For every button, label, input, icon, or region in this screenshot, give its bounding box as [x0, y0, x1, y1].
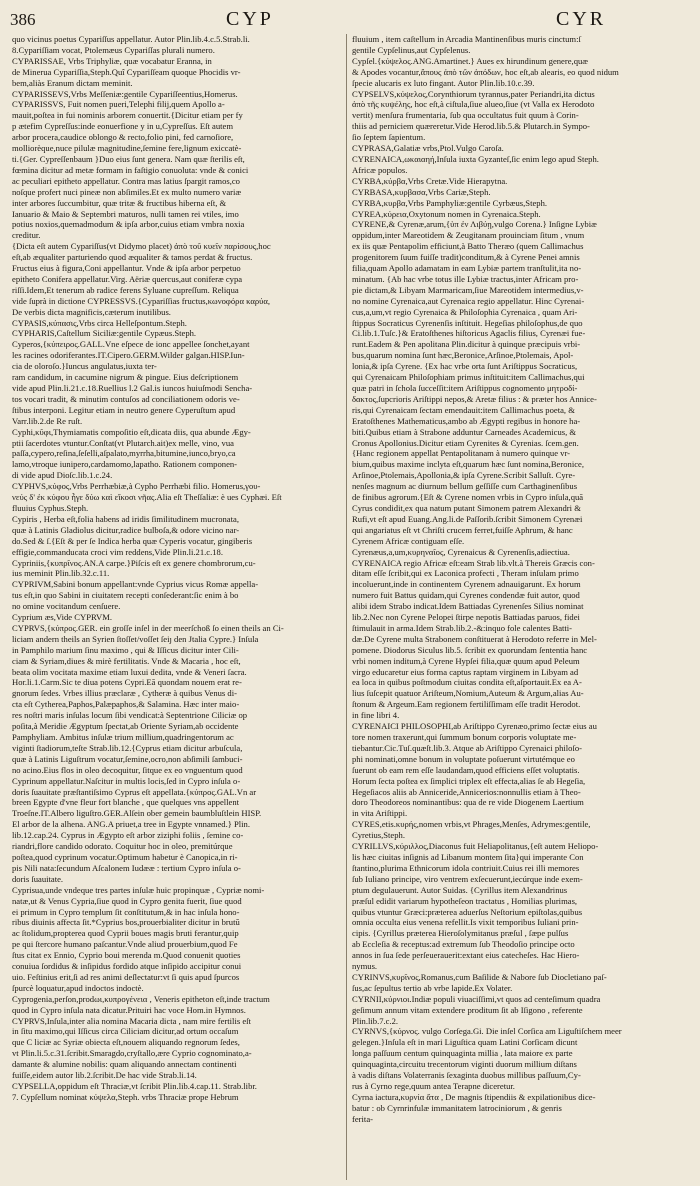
text-line: CYPARISSEVS,Vrbs Meſſeniæ:gentile Cypariſſeentius,Homerus.	[12, 88, 238, 99]
text-line: CYPSELLA,oppidum eſt Thraciæ,vt ſcribit Plin.lib.4.cap.11. Strab.libr.	[12, 1081, 257, 1091]
text-line: Cyrenæus,a,um,κυρηναῖος, Cyrenaicus & Cyrenenſis,adiectiua.	[352, 546, 570, 557]
text-line: creditur.	[12, 230, 41, 241]
text-line: phi nominati,omne bonum in voluptate poſuerunt virtutémque eo	[352, 753, 575, 764]
text-line: doris ſuauitate.	[12, 873, 64, 884]
text-line: tore nomen traxerunt,qui ſummum bonum corporis voluptate me-	[352, 732, 577, 742]
text-line: 7. Cypſellum nominat κύψελα,Steph. vrbs Thraciæ prope Hebrum	[12, 1091, 239, 1102]
text-line: vrbi nomen inditum,à Cyrene Hypſei filia,quæ quum apud Peleum	[352, 655, 580, 666]
page-header	[0, 6, 700, 32]
column-divider	[346, 34, 347, 1180]
text-line: runt.Eadem & Pen apolitana Plin.dicitur à quinque præcipuis vrbi-	[352, 339, 581, 350]
text-line: gentile Cypſelinus,aut Cypſelenus.	[352, 44, 471, 55]
text-line: annos in ſua ſede perſeuerauerit:extant eius catecheſes. Hac Hiero-	[352, 950, 580, 961]
text-line: cia de oloroſo.}Iuncus angulatus,iuxta ter-	[12, 361, 157, 372]
text-line: gnorum ſedes. Vrbes illius præclaræ , Cytheræ à quibus Venus di-	[12, 688, 237, 699]
text-line: CYPHARIS,Caſtellum Siciliæ:gentile Cypæus.Steph.	[12, 328, 197, 339]
text-line: vide ſuprà in dictione CYPRESSVS.{Cypariſſias fructus,κωνοφόρα καρύα,	[12, 295, 271, 306]
text-line: qui Cyrenaicam Philoſophiam primus inſtituit:item Callimachus,qui	[352, 372, 585, 383]
text-line: gelegen.}Inſula eſt in mari Liguſtica quam Latini Corſicam dicunt	[352, 1037, 578, 1048]
page-number: 386	[10, 10, 36, 29]
text-line: Ianuario & Maio & Septembri maturos, nulli tamen rei vtiles, imo	[12, 208, 239, 219]
text-line: nenſes magnum ac diurnum bellum geſſiſſe cum Carthaginenſibus	[352, 481, 578, 492]
text-line: ptum degulauerunt. Autor Suidas. {Cyrillus item Alexandrinus	[352, 884, 568, 895]
text-line: Cyretius,Steph.	[352, 830, 405, 841]
text-line: Cronus Apollonius.Dicitur etiam Cyrenites & Cyrenias. ſcem.gen.	[352, 437, 579, 448]
text-line: quod in Cypro inſula nata dicatur.Prituiri hac voce Hom.in Hymnos.	[12, 1004, 246, 1015]
text-line: Rufi,vt eſt apud Euang.Ang.li.de Paſſorib.ſcribit Simonem Cyrenæi	[352, 513, 583, 524]
text-line: ſtippus Socraticus Cyrenenſis inſtituit. Hegeſias philoſophus,de quo	[352, 317, 583, 328]
text-line: res noſtri maris inſulas locum ſibi vendicat:à Septentrione Ciliciæ op	[12, 710, 248, 721]
text-line: Cyrna iactura,κυρνία ἄτα , De magnis ſtipendiis & expilationibus dice-	[352, 1091, 596, 1102]
text-line: numero fuit Battus quidam,qui Cyrenes condendæ fuit autor, quod	[352, 590, 580, 601]
text-line: ciam & Syriam,diues & mirè fertilitatis. Vnde & Macaria , hoc eſt,	[12, 655, 241, 666]
text-line: cipis. {Cyrillus præterea Hieroſolymitanus præſul , ſæpe pulſus	[352, 928, 569, 939]
text-line: Cyprogenia,perſon,prodωι,κυπρογένεια , Veneris epitheton eſt,inde tractum	[12, 993, 270, 1004]
text-line: molliorèque,nuce pilulæ magnitudine,ſemine fere,lignum exiccatè-	[12, 143, 242, 154]
text-line: {Dicta eſt autem Cypariſſus(vt Didymo placet) ἀπὸ τοῦ κυεῖν παρίσους,hoc	[12, 241, 271, 252]
text-line: CYPSELVS,κύψελος,Corynthiorum tyrannus,pater Periandri,ita dictus	[352, 88, 595, 99]
text-line: rus à Cyrno rege,quum antea Terapne diceretur.	[352, 1081, 515, 1091]
text-line: CYRINVS,κυρῖνος,Romanus,cum Baſilide & Nabore ſub Diocletiano paſ-	[352, 971, 607, 982]
text-line: ſtonum & Argeum.Eam regionem fertiliſſimam eſſe tradit Herodot.	[352, 699, 581, 710]
text-line: fœmina dicitur ad metæ formam in faſtigio conuoluta: vnde & conici	[12, 164, 249, 175]
text-line: δακτος,ſupcrioris Ariſtippi nepos,& Aretæ filius : & præter hos Annice-	[352, 393, 597, 404]
text-line: nymus.	[352, 961, 378, 972]
text-line: que C liciæ ac Syriæ obiecta eſt,nouem aliquando regnorum ſedes,	[12, 1037, 240, 1048]
text-line: p ætefim Cypreſſus:inde eonuerfione y in u,Cypreſſus. Eſt autem	[12, 121, 234, 132]
text-line: alibi idem Strabo indicat.Idem Battiadas Cyrenenſes Silius nominat	[352, 601, 584, 612]
text-line: quibus vtuntur Græci:præterea aduerſus Neſtorium epiſtolas,quibus	[352, 906, 583, 917]
text-line: ei primum in Cypro templum ſit conſtitutum,& in hac inſula hono-	[12, 906, 240, 917]
text-line: biti.Quibus etiam à Strabone adduntur Carneades Academicus, &	[352, 426, 577, 437]
text-line: CYRBA,κύρβα,Vrbs Cretæ.Vide Hierapytna.	[352, 175, 508, 186]
text-line: ius meminit Plin.lib.32.c.11.	[12, 568, 110, 579]
text-line: thiis ad perniciem quæreretur.Vide Herod.lib.5.& Plutarch.in Sympo-	[352, 121, 590, 132]
text-line: liciam andern theils an Syrien ſtoſſet/voſſet ſeiȷ den Jtalia Cypre.} Inſula	[12, 633, 259, 644]
text-line: CYRENAICA regio Africæ eſt:eam Strab lib.vlt.à Thereis Græcis con-	[352, 557, 595, 568]
text-line: CYPRASA,Galatiæ vrbs,Ptol.Vulgo Caroſa.	[352, 143, 504, 154]
text-line: De verbis dicta magnificis,cæterum inutilibus.	[12, 306, 171, 317]
text-line: ex iis quæ Pentapolim efficiunt,à Batto Theræo (quem Callimachus	[352, 241, 584, 252]
text-line: CYPRVS,Inſula,inter alia nomina Macaria dicta , nam mire fertilis eſt	[12, 1015, 251, 1026]
text-line: quæ patri in ſchola ſucceſſit:item Ariſtippus cognomento μητροδί-	[352, 383, 578, 393]
text-line: breen Egypte d'vne fleur fort blanche , que quelques vns appellent	[12, 797, 240, 808]
text-line: progenitorem ſuum fuiſſe tradit)conditum,& à Cyrene Penei amnis	[352, 252, 580, 263]
text-line: CYRENE,& Cyrenæ,arum,{ὑπ ἐν Λιβύῃ,vulgo Corena.} Inſigne Lybiæ	[352, 219, 597, 230]
text-line: dæ.De Cyrene multa Strabonem conſtituerat à Herodoto referre in Mel-	[352, 633, 597, 644]
text-line: eſt,ab æqualiter parturiendo quod æqualiter & tamos perdat & fructus.	[12, 252, 253, 263]
text-line: cus,a,um,vt regio Cyrenaica & Philoſophia Cyrenaica , quam Ari-	[352, 306, 578, 317]
text-line: in fine libri 4.	[352, 710, 400, 721]
text-line: Cypſel.{κύψελος.ANG.Amartinet.} Aues ex hirundinum genere,quæ	[352, 55, 589, 66]
text-line: ſtimulauit in arma.Idem Strab.lib.2.-&:inquo fole calentes Batti-	[352, 622, 573, 633]
text-line: do.Sed & ſ.{Eſt & per ſe Indica herba quæ Cyperis vocatur, gingiberis	[12, 535, 253, 546]
text-line: Africæ populos.	[352, 164, 408, 175]
text-line: Horum ſecta poſtea ex ſimplici triplex eſt effecta,alias ſe ab Hegeſia,	[352, 775, 586, 786]
text-line: pis Nili nata:ſecundum Aſcalonem Iudææ : tertium Cypro inſula o-	[12, 862, 241, 873]
text-line: præſul edidit variarum hypotheſeon tractatus , Homilias plurimas,	[352, 895, 578, 906]
text-line: doris ſuauitate præſtantiſsimo Cyprus eſt appellata.{κύπρος.GAL.Vn ar	[12, 786, 257, 797]
text-line: Pamphyliam. Ambitus inſulæ trium millium,quadringentorum ac	[12, 732, 234, 742]
text-line: filia,quam Apollo adamatam in eam Lybiæ partem tranſtulit,ita no-	[352, 263, 582, 274]
text-line: ſpecie alucaris ex luto fingant. Autor Plin.lib.10.c.39.	[352, 77, 535, 88]
text-line: minatum. {Ab hac vrbe totus ille Lybiæ tractus,inter Africam pro-	[352, 273, 579, 284]
text-line: à vadis diſtans Volaterranis ſexaginta duobus millibus paſſuum,Cy-	[352, 1070, 581, 1081]
running-head-left: CYP	[226, 8, 274, 30]
text-line: tos vocari tradit, & minutim contuſos ad conciliationem odoris ve-	[12, 393, 240, 404]
text-line: ſtibus interponi. Legitur etiam in neutro genere Cyperuſtum apud	[12, 404, 236, 415]
text-line: conuiua ſordidus & inſipidus fordido atque inſipido accipitur conui	[12, 961, 242, 972]
text-line: CYPARISSVS, Fuit nomen pueri,Telephi filij,quem Apollo a-	[12, 99, 225, 110]
text-line: damante & alumine nobilis: quam aliquando annectam continenti	[12, 1059, 237, 1070]
text-line: lius ſuſcepit quatuor Ariſteum,Nomium,Auteum & Argum,alias Au-	[352, 688, 584, 699]
text-line: bium,quibus maxime inclyta eſt,quarum hæc ſunt nomina,Beronice,	[352, 459, 584, 470]
left-column	[12, 34, 344, 1180]
text-line: inter arbores ſuccumbitur, quæ tritæ & fructibus hiberna eſt, &	[12, 197, 227, 208]
text-line: pomene. Diodorus Siculus lib.5. ſcribit ex quorundam ſententia hanc	[352, 644, 588, 655]
text-line: Cyprinum appellatur.Naſcitur in multis locis,ſed in Cypro inſula o-	[12, 775, 241, 786]
text-line: CYPRVS,{κύπρος.GER. ein groſſe inſel in der meerſchoß ſo einen theils an Ci-	[12, 622, 284, 633]
text-line: vt Plin.li.5.c.31.ſcribit.Smaragdo,cryſtallo,ære Cyprio cognominato,a-	[12, 1048, 252, 1059]
text-line: qui angariatus eſt vt Chriſti crucem ferret,fuiſſe Aphrum, & hanc	[352, 524, 573, 535]
text-line: paſſa,cypero,reſina,ſeſelli,aſpalato,myrrha,bitumine,iunco,bryo,ca	[12, 448, 236, 459]
text-line: fluuium , item caſtellum in Arcadia Mantinenſibus muris cinctum:ſ	[352, 34, 581, 44]
text-line: Eratoſthenes Mathematicus,ambo ab Ægypti regibus in honore ha-	[352, 415, 581, 426]
text-line: quæ à Latinis Gladiolus dicitur,radice bulboſa,& odore vicino nar-	[12, 524, 240, 535]
text-line: tiebantur.Cic.Tuſ.quæſt.lib.3. Atque ab Ariſtippo Cyrenaici philoſo-	[352, 742, 583, 753]
text-line: lonia,& ipſa Cyrene. {Ex hac vrbe orta ſunt Ariſtippus Socraticus,	[352, 361, 578, 372]
text-line: ſuerunt ob eam rem eſſe laudandam,quod efficiens eſſet voluptatis.	[352, 764, 580, 775]
text-line: CYREA,κύρεια,Oxytonum nomen in Cyrenaica.Steph.	[352, 208, 541, 219]
text-line: CYRBASA,κυρβασα,Vrbs Cariæ,Steph.	[352, 186, 491, 197]
text-line: CYPHVS,κύφος,Vrbs Perrhæbiæ,à Cypho Perrhæbi filio. Homerus,γου-	[12, 481, 261, 492]
text-line: beata olim vocitata maxime etiam luxui dedita, vnde & Veneri ſacra.	[12, 666, 247, 677]
text-line: Cypriniis,{κυπρῖνος.AN.A carpe.}Piſcis eſt ex genere chombrorum,cu-	[12, 557, 256, 568]
text-line: potius noxios,quemadmodum & ipſa arbor,cuius etiam vmbra noxia	[12, 219, 245, 230]
text-line: ram candidum, in cacumine nigrum & pingue. Eius deſcriptionem	[12, 372, 239, 383]
text-line: ac peculiari epitheto appellatur. Contra mas latius ſpargit ramos,co	[12, 175, 240, 186]
text-line: ſpurcè loquatur,apud indoctos indoctè.	[12, 982, 144, 993]
text-line: νεύς δ' ἐκ κύφου ἦγε δύω καὶ εἴκοσι νῆας.Alia eſt Theſſaliæ: è ues Cyphæi. Eſt	[12, 492, 282, 503]
text-line: pe qui ſtercore humano paſcantur.Vnde aliud prouerbium,quod Fe	[12, 939, 238, 950]
text-line: CYRES,etis.κυρής,nomen vrbis,vt Phrages,Menſes, Adrymes:gentile,	[352, 819, 591, 830]
text-line: CYRENAICI PHILOSOPHI,ab Ariſtippo Cyrenæo,primo ſectæ eius au	[352, 721, 597, 732]
text-line: ptii ſacerdotes vtuntur.Conſtat(vt Plutarch.ait)ex melle, vino, vua	[12, 437, 234, 448]
text-line: epitheto Conifera appellatur.Virg. Aëriæ quercus,aut coniferæ cypa	[12, 273, 243, 284]
text-line: ea loca in quibus poſtmodum ciuitas condita eſt,aſportauit.Ex ea A-	[352, 677, 582, 688]
text-line: ac ſtolidum,propterea quod Cyprii boues magis bruti ferantur,quip	[12, 928, 239, 939]
text-line: ti.{Ger. Cypreſſenbaum }Duo eius ſunt genera. Nam quæ ſterilis eſt,	[12, 153, 245, 164]
text-line: Cypiris , Herba eſt,folia habens ad iridis ſimilitudinem mucronata,	[12, 513, 239, 524]
text-line: poſtea,quod cyprinum vocatur.Optimum habetur è Canopica,in ri-	[12, 851, 238, 862]
text-line: incoluerunt,inde in continentem Cyrenem adnauigarunt. Ex horum	[352, 579, 581, 590]
text-line: ab Eccleſia & receptus:ad extremum ſub Theodoſio principe octo	[352, 939, 575, 950]
text-line: CYRILLVS,κύριλλος,Diaconus fuit Heliapolitanus,{eſt autem Heliopo-	[352, 841, 599, 852]
text-line: oppidum,inter Mareotidem & Zeugitanam prouinciam ſitum , vnum	[352, 230, 585, 241]
text-line: in ſitu maximo,qui Iſſicus circa Ciliciam dicitur,ad ortum occaſum	[12, 1026, 239, 1037]
text-line: doro Theodoreos nominantibus: qua de re vide Diogenem Laertium	[352, 797, 584, 808]
text-line: Arſinoe,Ptolemais,Apollonia,& ipſa Cyrene.Scribit Salluſt. Cyre-	[352, 470, 576, 481]
text-line: riandri,flore candido odorato. Coquitur hoc in oleo, premitúrque	[12, 841, 233, 852]
text-line: 8.Cypariſſiam vocat, Ptolemæus Cypariſſas plurali numero.	[12, 44, 215, 55]
text-line: Cyrenem Africæ contiguam eſſe.	[352, 535, 465, 546]
text-line: lamo,vtroque iunipero,cardamomo,lapatho. Rationem componen-	[12, 459, 238, 470]
text-line: Cyprium æs,Vide CYPRVM.	[12, 612, 113, 623]
text-line: di vide apud Dioſc.lib.1.c.24.	[12, 470, 113, 481]
text-line: in Pamphilo marium ſinu maximo , qui & Iſſicus dicitur inter Cili-	[12, 644, 239, 655]
text-line: CYRBA,κυρβα,Vrbs Pamphyliæ:gentile Cyrbæus,Steph.	[352, 197, 548, 208]
text-line: ſub Iuliano principe, viro ventrem exſecuerunt,iecúrque inde exem-	[352, 873, 583, 884]
text-line: no omine vocitandum cenſuere.	[12, 601, 121, 612]
text-line: Hegeſiacos aliis ab Anniceride,Annicerios:nonnullis etiam à Theo-	[352, 786, 581, 797]
text-line: Hor.li.1.Carm.Sic te diua potens Cypri.Eā quondam nouem erat re-	[12, 677, 242, 688]
text-line: lib.2.Nec non Cyrene Pelopei ſtirpe nepotis Battiadas paruos, fidei	[352, 612, 580, 623]
text-line: natæ,ut & Venus Cypria,ſiue quod in Cypro genita fuerit, ſiue quod	[12, 895, 242, 906]
text-line: lis hæc ciuitas inſignis ad Libanum montem ſita}qui imperante Con	[352, 851, 584, 862]
text-line: Cyperos,{κύπειρος.GALL.Vne eſpece de ionc appellee ſonchet,ayant	[12, 339, 250, 350]
text-line: CYRNVS,{κύρνος. vulgo Corſega.Gi. Die inſel Corſica am Liguſtiſchem meer	[352, 1026, 622, 1037]
text-line: ἀπὸ τῆς κυψέλης, hoc eſt,à ciſtula,ſiue alueo,ſiue (vt Valla ex Herodoto	[352, 99, 595, 110]
text-line: Varr.lib.2.de Re ruſt.	[12, 415, 83, 426]
text-line: effigie,commanducata croci vim reddens,Vide Plin.li.21.c.18.	[12, 546, 224, 557]
text-line: les racines odoriferantes.IT.Cipero.GERM.Wilder galgan.HISP.Iun-	[12, 350, 245, 361]
text-line: {Hanc regionem appellat Pentapolitanam à numero quinque vr-	[352, 448, 571, 459]
text-line: ribus diuinis affecta ſit.*Cyprius bos,prouerbialiter dicitur in brutū	[12, 917, 240, 928]
right-column	[352, 34, 688, 1180]
text-line: vide apud Plin.li.21.c.18.Ruellius l.2 Gal.is iuncos huiuſmodi Sencha-	[12, 383, 253, 393]
text-line: no acino.Eius flos in oleo decoquitur, ſitque ex eo vnguentum quod	[12, 764, 243, 775]
text-line: de finibus agrorum.{Eſt & Cyrene nomen vrbis in Cypro inſula,quā	[352, 492, 584, 503]
text-line: Ci.lib.1.Tuſc.}& Eratoſthenes hiſtoricus Agaclis filius, Cyrenæi fue-	[352, 328, 586, 339]
text-line: fuiſſe,eidem autor lib.2.ſcribit.De hac vide Strab.li.14.	[12, 1070, 197, 1081]
text-line: Plin.lib.7.c.2.	[352, 1015, 399, 1026]
text-line: Fructus eius à figura,Coni appellantur. Vnde & ipſa arbor perpetuo	[12, 263, 241, 274]
text-line: uio. Feſtinius erit,ſi ad res animi deſlectatur:vt ſi quis apud ſpurcos	[12, 971, 240, 982]
text-line: ſtantino,plurima Ethnicorum idola contriuit.Cuius rei illi memores	[352, 862, 580, 873]
text-line: pie dictam,& Libyam Marmaricam,ſiue Mareotidem intermedius,v-	[352, 284, 584, 295]
text-line: vertit) menſura frumentaria, ſub qua occultatus fuit quum à Corin-	[352, 110, 579, 121]
text-line: quæ à Latinis Liguſtrum vocatur,ſemine,ocro,non abſimili ſambuci-	[12, 753, 243, 764]
text-line: longa paſſuum centum quinquaginta millia , lata maiore ex parte	[352, 1048, 573, 1059]
text-line: bem,aliàs Eranum dictam meminit.	[12, 77, 133, 88]
text-line: CYRNII,κύρνιοι.Indiæ populi viuaciſſimi,vt quos ad centeſimum quadra	[352, 993, 601, 1004]
text-line: CYRENAICA,ωκαιαηή,Inſula iuxta Gyzanteſ,ſic enim lego apud Steph.	[352, 153, 599, 164]
text-line: CYPASIS,κύπασις,Vrbs circa Helleſpontum.Steph.	[12, 317, 187, 328]
text-line: lib.12.cap.24. Cyprus in Ægypto eſt arbor ziziphi foliis , ſemine co-	[12, 830, 244, 841]
text-line: de Minerua Cypariſſia,Steph.Quî Cypariſſeam quoque Phocidis vr-	[12, 66, 241, 77]
text-line: viginti ſtadiorum,teſte Strab.lib.12.{Cyprus etiam dicitur arbuſcula,	[12, 742, 243, 753]
text-line: CYPARISSAE, Vrbs Triphyliæ, quæ vocabatur Eranna, in	[12, 55, 212, 66]
text-line: geſimum annum vitam extendere proditum ſit ab Iſigono , referente	[352, 1004, 583, 1015]
text-line: quinquaginta,circuitu trecentorum viginti duorum millium diſtans	[352, 1059, 577, 1070]
text-line: ſus,ac ſepultus tertio ab vrbe lapide.Ex Volater.	[352, 982, 513, 993]
text-line: batur : ob Cyrnrinfulæ immanitatem latrociniorum , & genris	[352, 1102, 562, 1113]
text-line: riſſi.Idem,Et tenerum ab radice ferens Syluane cupreſſum. Reliqua	[12, 284, 239, 295]
running-head-right: CYR	[556, 8, 607, 30]
text-line: no nomine Cyrenaica,aut Cyrenaica regio appellatur. Hinc Cyrenai-	[352, 295, 585, 306]
text-line: poſita,à Meridie Ægyptum ſpectat,ab Oriente Syriam,ab occidente	[12, 721, 239, 732]
text-line: El arbor de la alhena. ANG.A priuet,a tree in Egypte vnnamed.} Plin.	[12, 819, 250, 830]
text-line: Cyphi,κῦφι,Thymiamatis compoſitio eſt,dicata diis, qua abunde Ægy-	[12, 426, 251, 437]
text-line: ſtus citat ex Ennio, Cyprio boui merenda m.Quod conuenit quoties	[12, 950, 241, 961]
text-line: fluuius Cyphus.Steph.	[12, 502, 89, 513]
text-line: arbor procera,caudice oblongo & recto,folio pini, fed carnoſiore,	[12, 132, 234, 143]
text-line: tus eſt,in quo Sabini in ciuitatem recepti conſederant:ſic enim à bo	[12, 590, 239, 601]
text-line: quo vicinus poetus Cypariſſus appellatur. Autor Plin.lib.4.c.5.Strab.li.	[12, 34, 250, 44]
text-line: & Apodes vocantur,ἄπους ἀπὸ τῶν ἀπόδων, hoc eſt,ab alearis, eo quod nidum	[352, 66, 619, 77]
text-line: in vita Ariſtippi.	[352, 808, 408, 819]
text-line: noſque profert nuci pineæ non abſimiles.Et ex multo numero variæ	[12, 186, 242, 197]
text-line: virgo educaretur eius forma captus raptam virginem in Libyam ad	[352, 666, 579, 677]
text-line: bus,quarum nomina ſunt hæc,Beronice,Arſinoe,Ptolemais, Apol-	[352, 350, 574, 361]
text-line: ſio ſeptem ſapientum.	[352, 132, 426, 143]
text-line: mauit,poſtea in fui nominis arborem conuertit.{Dicitur etiam per fy	[12, 110, 243, 121]
text-line: Cyprisua,unde vndeque tres partes inſulæ huic propinquæ , Cypriæ nomi-	[12, 884, 265, 895]
text-line: ferita-	[352, 1113, 373, 1124]
text-line: cta eſt Cytherea,Paphos,Palæpaphos,& Salamina. Hæc inter maio-	[12, 699, 240, 710]
text-line: ris,qui Cyrenaicam ſectam emendauit:item Callimachus poeta, &	[352, 404, 575, 415]
text-line: ditam eſſe ſcribit,qui ex Laconica profecti , Theram inſulam primo	[352, 568, 579, 579]
text-line: CYPRIVM,Sabini bonum appellant:vnde Cyprius vicus Romæ appella-	[12, 579, 259, 590]
text-line: Troeſne.IT.Albero liguſtro.GER.Alſein ober gemein baumbluſtlein HISP.	[12, 808, 262, 819]
text-line: omnia occulta eius venena refellit.Is vixit temporibus Iuliani prin-	[352, 917, 579, 928]
text-line: Cyrus condidit,ex qua natum putant Simonem patrem Alexandri &	[352, 502, 581, 513]
